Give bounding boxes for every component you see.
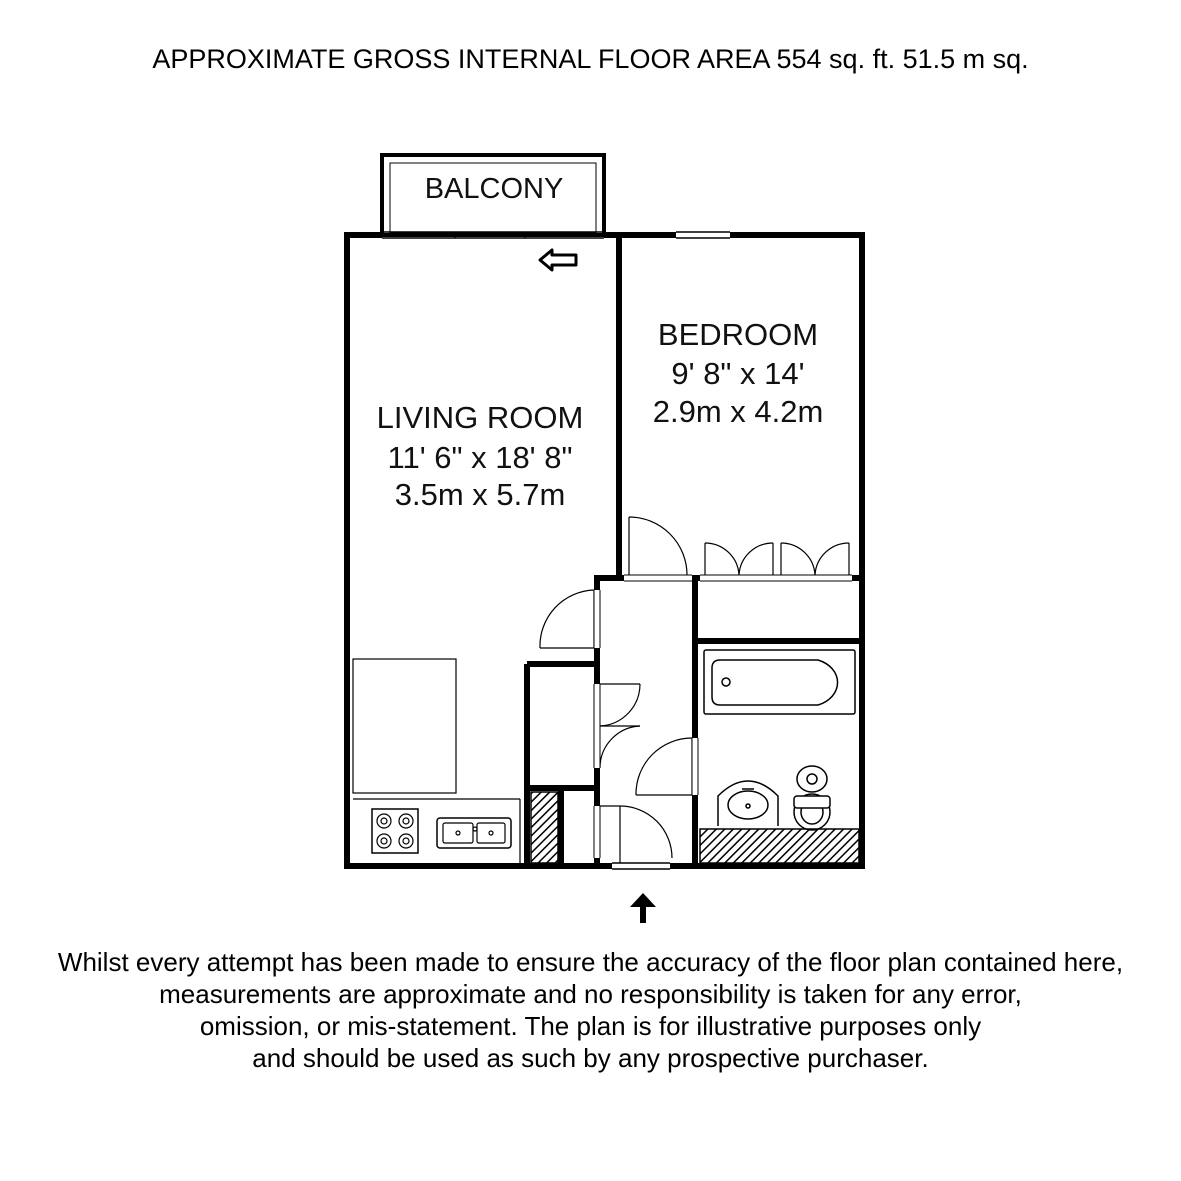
- duct-hatch: [531, 792, 558, 863]
- bedroom-window: [676, 232, 730, 238]
- bathroom: [704, 650, 855, 830]
- living-room: [377, 400, 584, 512]
- bedroom-label: BEDROOM: [657, 317, 819, 352]
- bathroom-duct-hatch: [700, 829, 859, 863]
- living-room-imperial: 11' 6" x 18' 8": [387, 440, 573, 475]
- floor-area-title: APPROXIMATE GROSS INTERNAL FLOOR AREA 554 sq. ft. 51.5 m sq.: [152, 44, 1029, 74]
- bedroom-imperial: 9' 8" x 14': [671, 356, 805, 391]
- disclaimer: [0, 946, 1181, 1074]
- entrance-arrow-icon: [630, 893, 656, 923]
- toilet-icon: [794, 766, 830, 830]
- door-openings: [594, 575, 852, 858]
- basin-icon: [718, 781, 778, 826]
- disclaimer-line: Whilst every attempt has been made to ensure the accuracy of the floor plan contained here,: [57, 947, 1124, 977]
- kitchen: [353, 659, 520, 863]
- disclaimer-line: and should be used as such by any prospective purchaser.: [252, 1043, 929, 1073]
- living-room-metric: 3.5m x 5.7m: [394, 477, 566, 512]
- balcony: [382, 155, 604, 235]
- kitchen-island-outline: [353, 659, 456, 793]
- door-opening-lines: [594, 575, 852, 858]
- balcony-label: BALCONY: [424, 173, 564, 205]
- disclaimer-line: measurements are approximate and no responsibility is taken for any error,: [159, 979, 1022, 1009]
- disclaimer-line: omission, or mis-statement. The plan is for illustrative purposes only: [199, 1011, 982, 1041]
- kitchen-sink-icon: [437, 818, 511, 848]
- bath-icon: [704, 650, 855, 714]
- living-room-label: LIVING ROOM: [376, 400, 584, 435]
- entrance-threshold: [612, 863, 670, 869]
- balcony-arrow-icon: [540, 250, 576, 270]
- hob-icon: [372, 809, 418, 853]
- bedroom: [653, 317, 824, 429]
- bedroom-metric: 2.9m x 4.2m: [652, 394, 824, 429]
